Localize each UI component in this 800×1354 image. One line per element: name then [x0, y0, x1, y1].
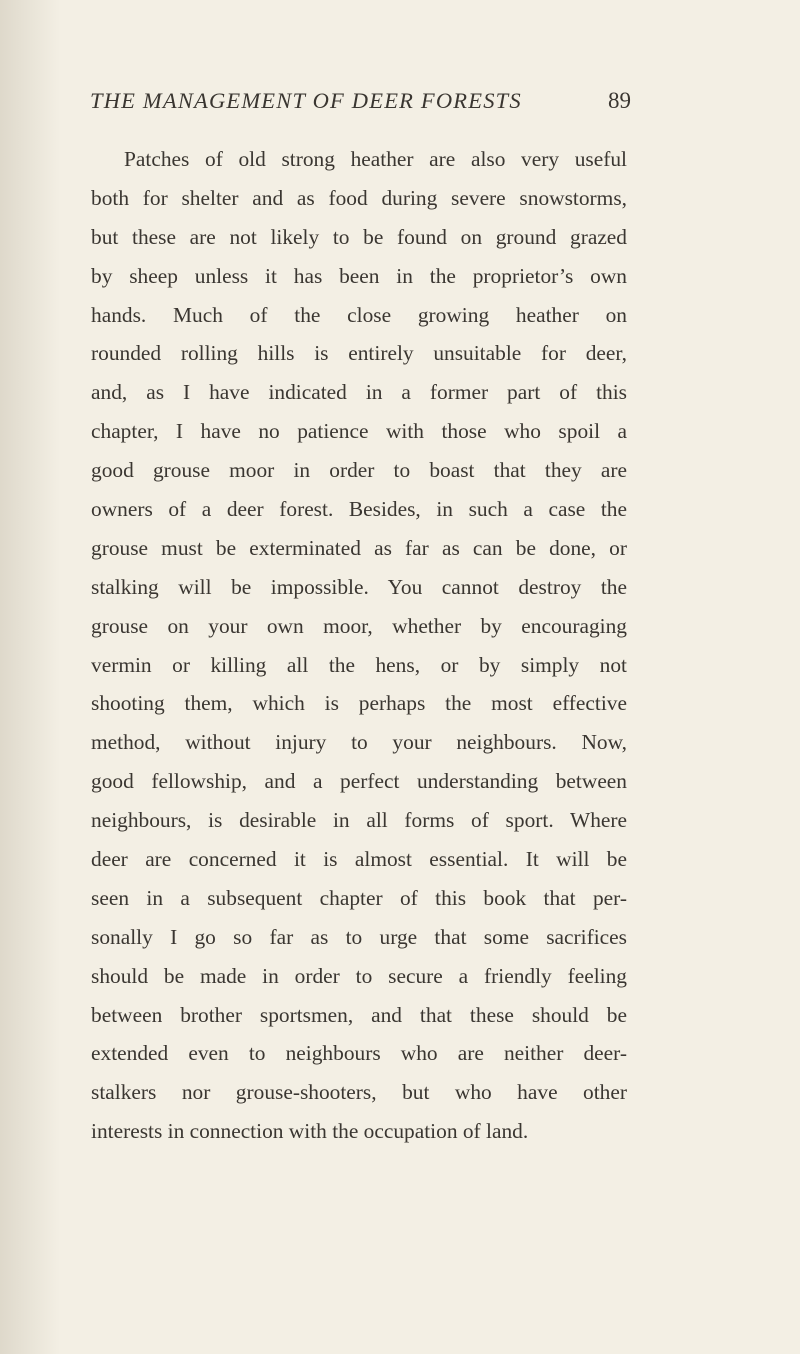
- text-line: between brother sportsmen, and that these should be: [91, 1002, 627, 1027]
- text-line: both for shelter and as food during severe snowstorms,: [91, 185, 627, 210]
- text-line: grouse on your own moor, whether by encouraging: [91, 613, 627, 638]
- text-line: and, as I have indicated in a former part of this: [91, 380, 627, 405]
- text-line: chapter, I have no patience with those who spoil a: [91, 419, 627, 444]
- text-line: neighbours, is desirable in all forms of sport. Where: [91, 808, 627, 833]
- text-line: should be made in order to secure a friendly feeling: [91, 963, 627, 988]
- text-line: owners of a deer forest. Besides, in such a case the: [91, 497, 627, 522]
- text-line: by sheep unless it has been in the proprietor’s own: [91, 263, 627, 288]
- text-line: vermin or killing all the hens, or by simply not: [91, 652, 627, 677]
- text-line: seen in a subsequent chapter of this book that per-: [91, 885, 627, 910]
- text-line: rounded rolling hills is entirely unsuitable for deer,: [91, 341, 627, 366]
- text-line: hands. Much of the close growing heather on: [91, 302, 627, 327]
- page-number: 89: [608, 88, 631, 113]
- text-line: stalkers nor grouse-shooters, but who have other: [91, 1080, 627, 1105]
- text-line: deer are concerned it is almost essential. It will be: [91, 847, 627, 872]
- text-line: sonally I go so far as to urge that some sacrifices: [91, 924, 627, 949]
- page-edge-shadow: [0, 0, 60, 1354]
- text-line: interests in connection with the occupation of land.: [91, 1119, 529, 1144]
- text-line: extended even to neighbours who are neither deer-: [91, 1041, 627, 1066]
- text-line: method, without injury to your neighbours. Now,: [91, 730, 627, 755]
- text-line: good grouse moor in order to boast that they are: [91, 458, 627, 483]
- text-line: Patches of old strong heather are also very useful: [124, 147, 627, 171]
- text-line: but these are not likely to be found on ground grazed: [91, 224, 627, 249]
- text-line: shooting them, which is perhaps the most effective: [91, 691, 627, 716]
- page-header: [0, 88, 800, 128]
- text-line: good fellowship, and a perfect understanding between: [91, 769, 627, 794]
- text-line: grouse must be exterminated as far as can be done, or: [91, 535, 627, 560]
- body-paragraph: [91, 140, 627, 1151]
- text-line: stalking will be impossible. You cannot destroy the: [91, 574, 627, 599]
- running-title: THE MANAGEMENT OF DEER FORESTS: [90, 88, 522, 113]
